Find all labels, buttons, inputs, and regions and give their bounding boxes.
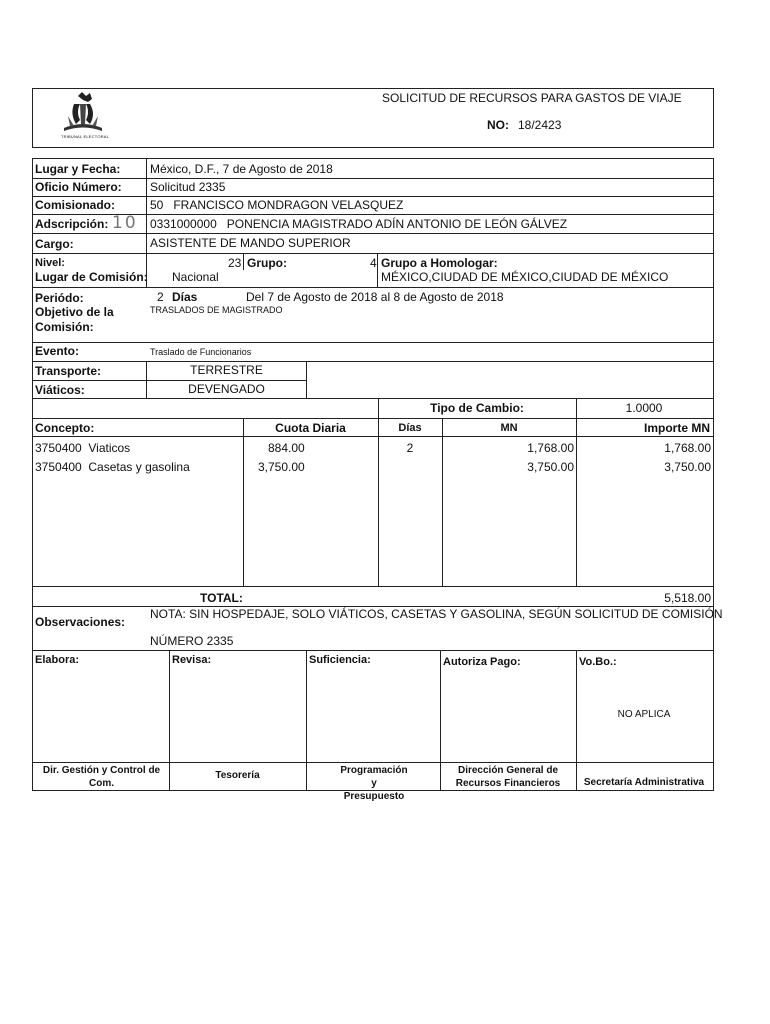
suficiencia-label: Suficiencia:	[309, 654, 371, 666]
no-aplica-text: NO APLICA	[617, 709, 671, 720]
cargo-label: Cargo:	[35, 237, 74, 251]
no-value: 18/2423	[518, 118, 562, 132]
row1-concepto: 3750400 Viaticos	[35, 441, 131, 455]
lugar-comision-destino: MÉXICO,CIUDAD DE MÉXICO,CIUDAD DE MÉXICO	[381, 270, 669, 284]
lugar-comision-label: Lugar de Comisión:	[35, 270, 148, 284]
tipo-cambio-value: 1.0000	[625, 401, 663, 415]
lugar-fecha-label: Lugar y Fecha:	[35, 162, 121, 176]
adscripcion-handwritten: 10	[112, 213, 138, 233]
oficio-value: Solicitud 2335	[150, 180, 226, 194]
form-title: SOLICITUD DE RECURSOS PARA GASTOS DE VIAJE	[382, 91, 682, 105]
lugar-fecha-value: México, D.F., 7 de Agosto de 2018	[150, 162, 333, 176]
grupo-value: 4	[370, 256, 377, 270]
nivel-label: Nivel:	[35, 257, 65, 269]
periodo-dias-label: Días	[172, 290, 198, 304]
comisionado-label: Comisionado:	[35, 198, 115, 212]
pie-recursos: Dirección General de Recursos Financieros	[455, 765, 561, 789]
logo-text: TRIBUNAL ELECTORAL	[60, 134, 110, 139]
observaciones-line1: NOTA: SIN HOSPEDAJE, SOLO VIÁTICOS, CASETAS Y GASOLINA, SEGÚN SOLICITUD DE COMISIÓN	[150, 607, 723, 621]
logo	[50, 90, 120, 144]
row1-mn: 1,768.00	[527, 441, 574, 455]
col-importe: Importe MN	[644, 421, 710, 435]
objetivo-label: Objetivo de la Comisión:	[35, 305, 114, 334]
pie-secretaria: Secretaría Administrativa	[583, 777, 705, 788]
row2-mn: 3,750.00	[527, 460, 574, 474]
row2-cuota: 3,750.00	[258, 460, 305, 474]
comisionado-value: 50 FRANCISCO MONDRAGON VELASQUEZ	[150, 198, 404, 212]
viaticos-value: DEVENGADO	[188, 382, 265, 396]
col-cuota: Cuota Diaria	[275, 421, 346, 435]
evento-label: Evento:	[35, 344, 80, 358]
observaciones-label: Observaciones:	[35, 615, 126, 629]
grupo-homologar-label: Grupo a Homologar:	[381, 256, 498, 270]
no-label: NO:	[487, 118, 509, 132]
periodo-value: Del 7 de Agosto de 2018 al 8 de Agosto de 2018	[246, 290, 504, 304]
col-concepto: Concepto:	[35, 421, 95, 435]
objetivo-value: TRASLADOS DE MAGISTRADO	[150, 305, 283, 315]
pie-tesoreria: Tesorería	[215, 770, 260, 781]
row1-cuota: 884.00	[268, 441, 305, 455]
total-label: TOTAL:	[200, 591, 243, 605]
vobo-label: Vo.Bo.:	[579, 656, 617, 668]
col-mn: MN	[500, 422, 518, 434]
grupo-label: Grupo:	[247, 256, 287, 270]
viaticos-label: Viáticos:	[35, 383, 85, 397]
transporte-label: Transporte:	[35, 364, 102, 378]
revisa-label: Revisa:	[172, 654, 212, 666]
row1-dias: 2	[406, 441, 414, 455]
oficio-label: Oficio Número:	[35, 180, 122, 194]
autoriza-label: Autoriza Pago:	[443, 656, 521, 668]
lugar-comision-value: Nacional	[172, 270, 219, 284]
total-value: 5,518.00	[664, 591, 711, 605]
periodo-label: Periódo:	[35, 291, 84, 305]
transporte-value: TERRESTRE	[190, 363, 263, 377]
adscripcion-label: Adscripción:	[35, 217, 109, 231]
col-dias: Días	[398, 422, 422, 434]
pie-programacion: Programación y Presupuesto	[340, 765, 408, 802]
cargo-value: ASISTENTE DE MANDO SUPERIOR	[150, 236, 351, 250]
periodo-dias-num: 2	[157, 290, 164, 304]
adscripcion-value: 0331000000 PONENCIA MAGISTRADO ADÍN ANTONIO DE LEÓN GÁLVEZ	[150, 217, 568, 231]
observaciones-line2: NÚMERO 2335	[150, 634, 234, 648]
pie-gestion: Dir. Gestión y Control de Com.	[42, 765, 161, 789]
row2-importe: 3,750.00	[664, 460, 711, 474]
elabora-label: Elabora:	[35, 654, 80, 666]
tipo-cambio-label: Tipo de Cambio:	[430, 401, 524, 415]
row2-concepto: 3750400 Casetas y gasolina	[35, 460, 190, 474]
nivel-value: 23	[228, 256, 242, 270]
evento-value: Traslado de Funcionarios	[150, 347, 252, 357]
row1-importe: 1,768.00	[664, 441, 711, 455]
